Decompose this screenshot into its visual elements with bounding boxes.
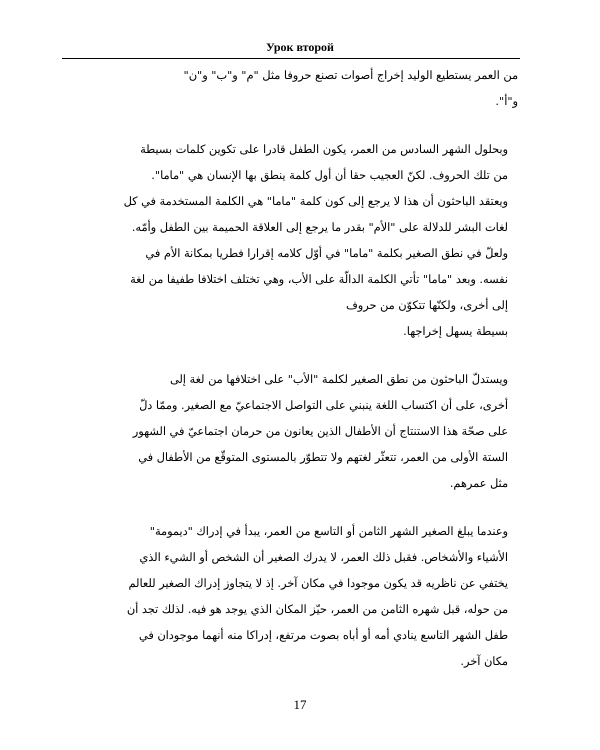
text-line: لغات البشر للدلالة على "الأم" بقدر ما يرجع إلى العلاقة الحميمة بين الطفل وأمّه. — [131, 221, 508, 234]
text-line: مكان آخر. — [460, 655, 508, 668]
running-header: Урок второй — [266, 40, 334, 54]
paragraph — [62, 519, 518, 675]
header-rule — [62, 58, 520, 59]
text-line: إلى أخرى، ولكنّها تتكوّن من حروف — [346, 299, 508, 312]
text-line: ولعلّ في نطق الصغير بكلمة "ماما" في أوّل كلامه إقرارا فطريا بمكانة الأم في — [145, 247, 508, 260]
text-line: بسيطة يسهل إخراجها. — [403, 325, 508, 338]
text-line: الأشياء والأشخاص. فقبل ذلك العمر، لا يدرك الصغير أن الشخص أو الشيء الذي — [139, 551, 508, 564]
text-line: وعندما يبلغ الصغير الشهر الثامن أو التاسع من العمر، يبدأ في إدراك "ديمومة" — [149, 525, 508, 538]
text-line: الستة الأولى من العمر، تتعثّر لغتهم ولا تتطوّر بالمستوى المتوقّع من الأطفال في — [138, 451, 508, 464]
text-line: مثل عمرهم. — [449, 477, 508, 490]
text-line: ويعتقد الباحثون أن هذا لا يرجع إلى كون كلمة "ماما" هي الكلمة المستخدمة في كل — [123, 195, 508, 208]
text-line: على صحّة هذا الاستنتاج أن الأطفال الذين يعانون من حرمان اجتماعيّ في الشهور — [132, 425, 508, 438]
text-line: يختفي عن ناظريه قد يكون موجودا في مكان آخر. إذ لا يتجاوز إدراك الصغير للعالم — [128, 577, 508, 590]
text-line: ويستدلّ الباحثون من نطق الصغير لكلمة "الأب" على اختلافها من لغة إلى — [169, 373, 508, 386]
paragraph — [62, 63, 518, 115]
text-line: نفسه. وبعد "ماما" تأتي الكلمة الدالّة على الأب، وهي تختلف اختلافا طفيفا من لغة — [130, 273, 508, 286]
body-text — [62, 63, 518, 675]
text-line: من حوله، قبل شهره الثامن من العمر، حيّز المكان الذي يوجد هو فيه. لذلك تجد أن — [126, 603, 508, 616]
page-number: 17 — [293, 697, 307, 712]
text-line: وبحلول الشهر السادس من العمر، يكون الطفل قادرا على تكوين كلمات بسيطة — [140, 143, 508, 156]
text-line: من تلك الحروف. لكنّ العجيب حقا أن أول كلمة ينطق بها الإنسان هي "ماما". — [151, 169, 508, 182]
text-line: من العمر يستطيع الوليد إخراج أصوات تصنع حروفا مثل "م" و"ب" و"ن" — [183, 69, 518, 82]
text-line: طفل الشهر التاسع ينادي أمه أو أباه بصوت مرتفع، إدراكا منه أنهما موجودان في — [138, 629, 508, 642]
paragraph — [62, 367, 518, 497]
text-line: و"أ". — [495, 95, 518, 108]
text-line: أخرى، على أن اكتساب اللغة ينبني على التواصل الاجتماعيّ مع الصغير. وممّا دلّ — [139, 399, 508, 412]
paragraph — [62, 137, 518, 345]
